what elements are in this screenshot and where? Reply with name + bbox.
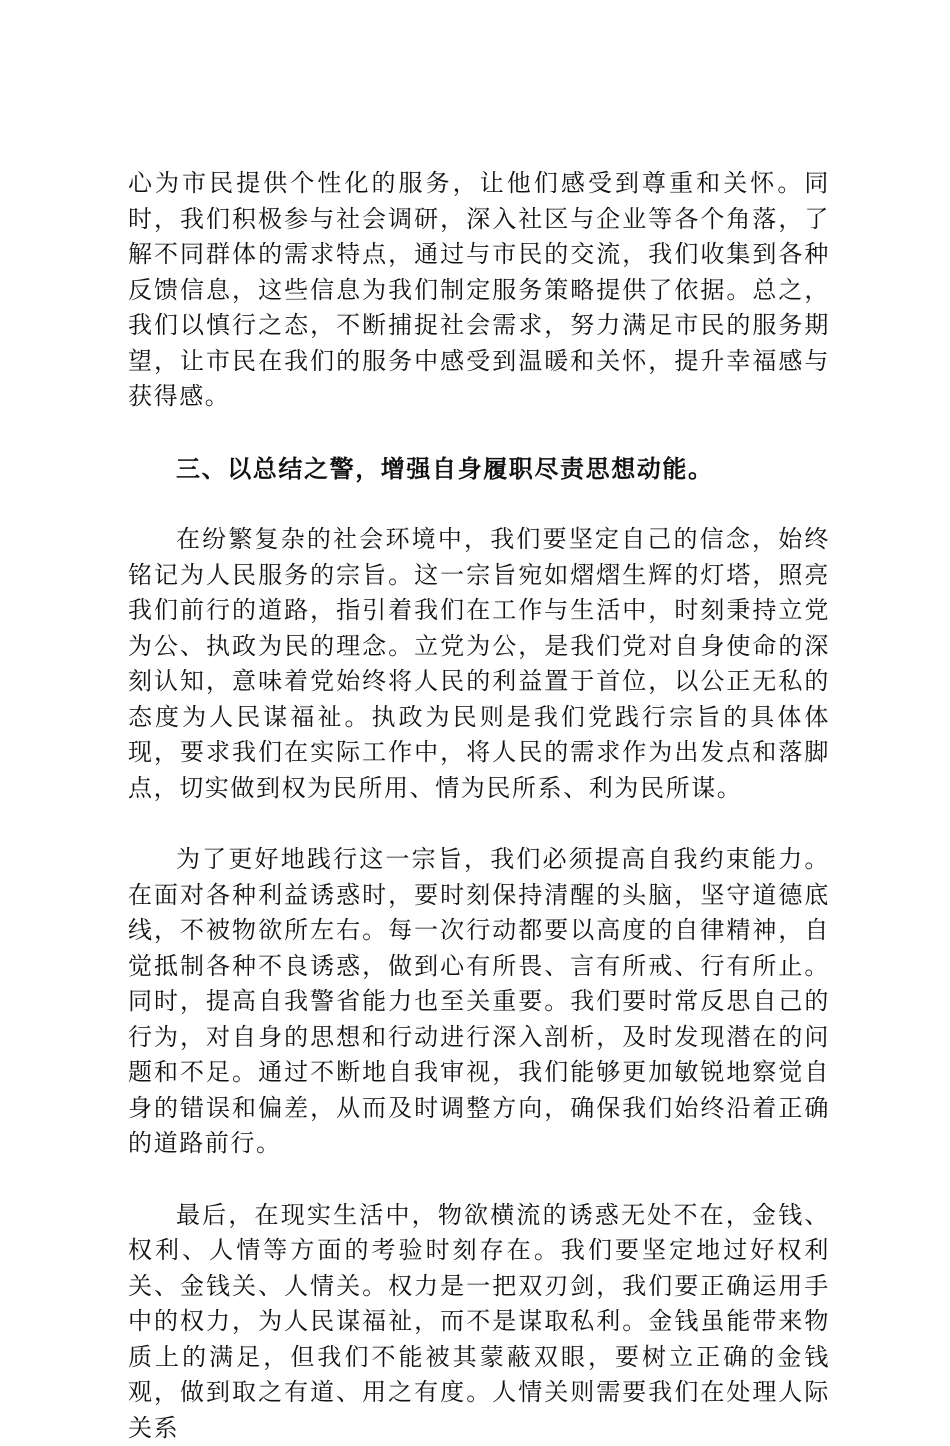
paragraph-belief: 在纷繁复杂的社会环境中，我们要坚定自己的信念，始终铭记为人民服务的宗旨。这一宗旨宛如熠熠生辉的灯塔，照亮我们前行的道路，指引着我们在工作与生活中，时刻秉持立党为公、执政为民的理念。立党为公，是我们党对自身使命的深刻认知，意味着党始终将人民的利益置于首位，以公正无私的态度为人民谋福祉。执政为民则是我们党践行宗旨的具体体现，要求我们在实际工作中，将人民的需求作为出发点和落脚点，切实做到权为民所用、情为民所系、利为民所谋。 [128, 522, 830, 806]
paragraph-continuation: 心为市民提供个性化的服务，让他们感受到尊重和关怀。同时，我们积极参与社会调研，深入社区与企业等各个角落，了解不同群体的需求特点，通过与市民的交流，我们收集到各种反馈信息，这些信息为我们制定服务策略提供了依据。总之，我们以慎行之态，不断捕捉社会需求，努力满足市民的服务期望，让市民在我们的服务中感受到温暖和关怀，提升幸福感与获得感。 [128, 166, 830, 415]
paragraph-gap [128, 1162, 830, 1198]
paragraph-self-discipline: 为了更好地践行这一宗旨，我们必须提高自我约束能力。在面对各种利益诱惑时，要时刻保持清醒的头脑，坚守道德底线，不被物欲所左右。每一次行动都要以高度的自律精神，自觉抵制各种不良诱惑，做到心有所畏、言有所戒、行有所止。同时，提高自我警省能力也至关重要。我们要时常反思自己的行为，对自身的思想和行动进行深入剖析，及时发现潜在的问题和不足。通过不断地自我审视，我们能够更加敏锐地察觉自身的错误和偏差，从而及时调整方向，确保我们始终沿着正确的道路前行。 [128, 842, 830, 1162]
paragraph-gap [128, 486, 830, 522]
section-heading-3: 三、以总结之警，增强自身履职尽责思想动能。 [128, 451, 830, 487]
paragraph-temptation: 最后，在现实生活中，物欲横流的诱惑无处不在，金钱、权利、人情等方面的考验时刻存在。我们要坚定地过好权利关、金钱关、人情关。权力是一把双刃剑，我们要正确运用手中的权力，为人民谋福祉，而不是谋取私利。金钱虽能带来物质上的满足，但我们不能被其蒙蔽双眼，要树立正确的金钱观，做到取之有道、用之有度。人情关则需要我们在处理人际关系 [128, 1198, 830, 1446]
paragraph-gap [128, 806, 830, 842]
document-page [128, 166, 830, 1446]
paragraph-gap [128, 415, 830, 451]
